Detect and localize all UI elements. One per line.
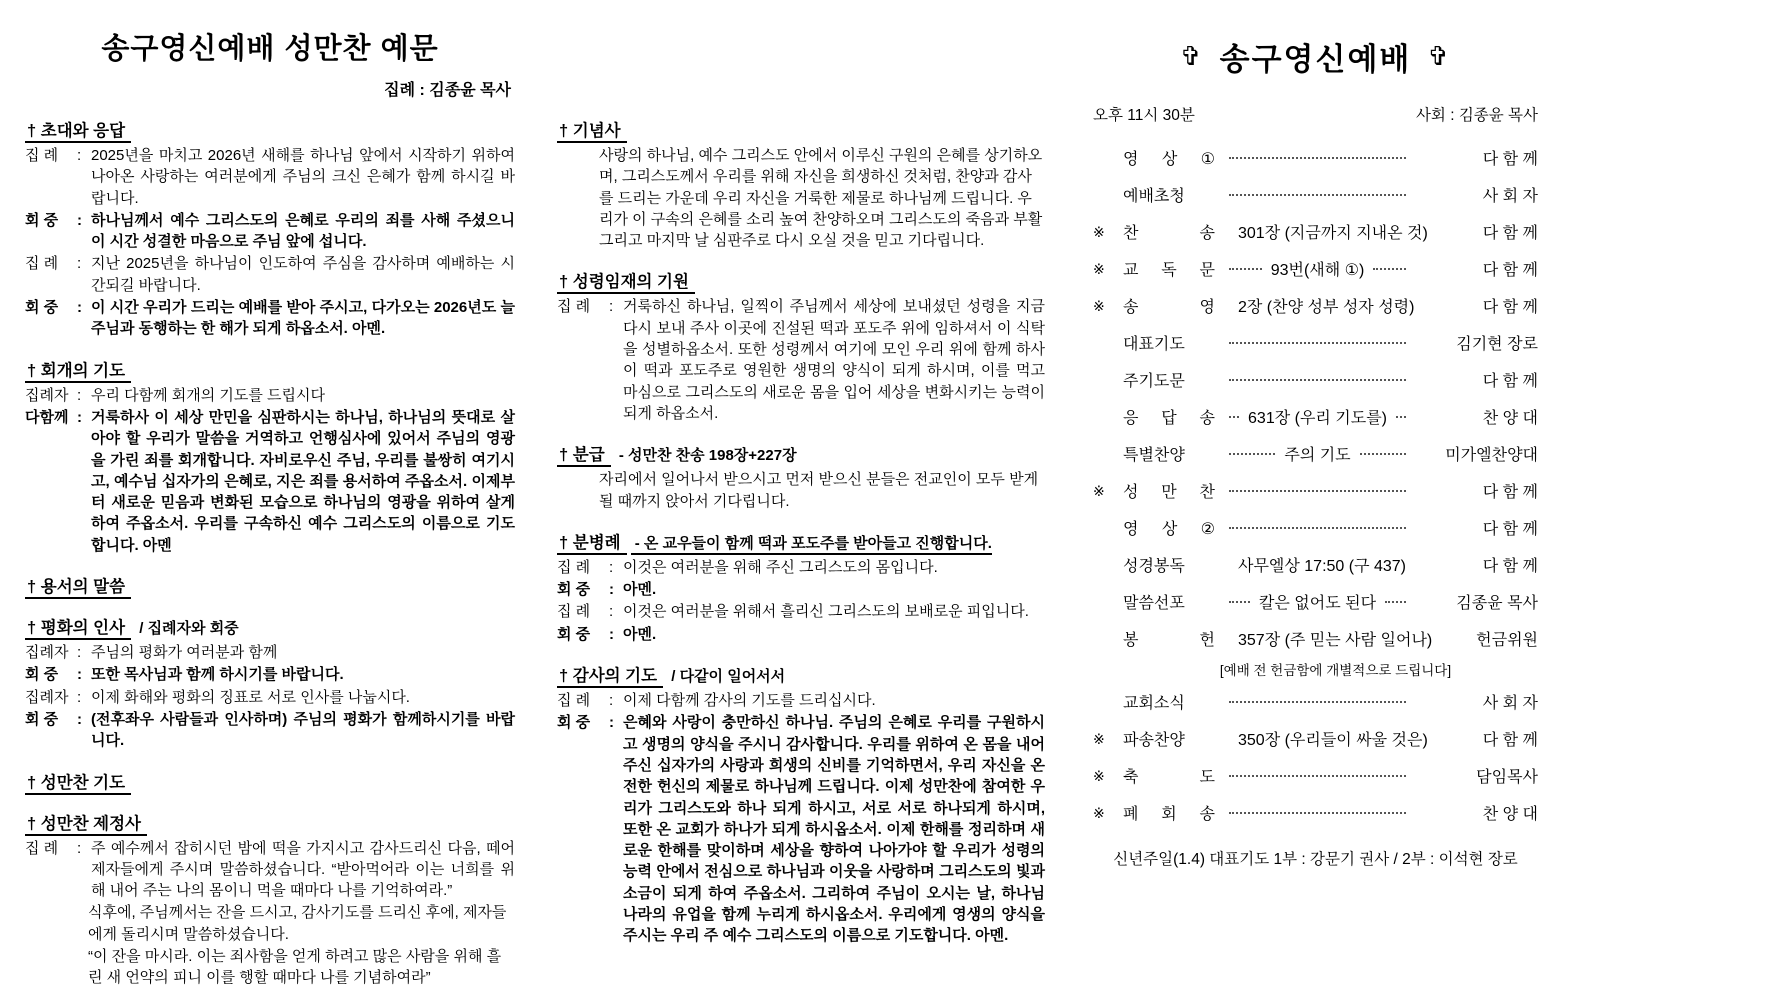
order-title: 송구영신예배 bbox=[1219, 42, 1412, 77]
order-item-detail: 301장 (지금까지 지내온 것) bbox=[1238, 225, 1428, 242]
dotted-leader bbox=[1229, 601, 1250, 603]
liturgy-line bbox=[25, 838, 515, 902]
dotted-leader bbox=[1229, 268, 1262, 270]
order-row bbox=[1093, 435, 1538, 472]
order-title-row bbox=[1093, 34, 1538, 79]
order-item-by: 다 함 께 bbox=[1482, 521, 1538, 538]
order-item-middle bbox=[1223, 294, 1415, 317]
section-heading bbox=[557, 662, 1045, 686]
liturgy-text: 은혜와 사랑이 충만하신 하나님. 주님의 은혜로 우리를 구원하시고 생명의 양식을 주시니 감사합니다. 우리를 위하여 온 몸을 내어주신 십자가의 사랑과 희생의 신비를 기억하면서, 우리 자신을 온전한 헌신의 제물로 하나님께 드립니다. 이제 성만찬에 참여한 우리가 그리스도와 하나 되게 하시고, 서로 서로 하나되게 하시며, 또한 온 교회가 하나가 되게 하시옵소서. 이제 한해를 정리하며 새로운 한해를 맞이하며 세상을 향하여 나아가야 할 우리가 성령의 능력 안에서 전심으로 하나님과 이웃을 사랑하며 그리스도의 빛과 소금이 되게 하여 주옵소서. 그리하여 주님이 오시는 날, 하나님 나라의 유업을 함께 누리게 하시옵소서. 우리에게 영생의 양식을 주시는 우리 주 예수 그리스도의 이름으로 기도합니다. 아멘. bbox=[623, 714, 1045, 945]
congregation-stand-mark bbox=[1093, 527, 1123, 529]
speaker-label: 집 례 bbox=[557, 558, 591, 576]
liturgy-line bbox=[25, 253, 515, 296]
order-item-label: 영 상 ② bbox=[1123, 521, 1215, 538]
section-title: † 초대와 응답 bbox=[25, 122, 131, 143]
section-heading bbox=[25, 614, 515, 638]
section-title: † 감사의 기도 bbox=[557, 667, 663, 688]
liturgy-text: 또한 목사님과 함께 하시기를 바랍니다. bbox=[91, 666, 344, 684]
section-heading bbox=[25, 769, 515, 793]
order-item-middle bbox=[1223, 220, 1428, 243]
speaker-label: 회 중 bbox=[557, 714, 591, 732]
speaker-colon: : bbox=[77, 255, 82, 273]
order-item-middle bbox=[1223, 379, 1412, 381]
liturgy-text: 사랑의 하나님, 예수 그리스도 안에서 이루신 구원의 은혜를 상기하오며, 그리스도께서 우리를 위해 자신을 희생하신 것처럼, 찬양과 감사를 드리는 가운데 우리 자신을 거룩한 제물로 하나님께 드립니다. 우리가 이 구속의 은혜를 소리 높여 찬양하오며 그리스도의 죽음과 부활 그리고 마지막 날 심판주로 다시 오실 것을 믿고 기다립니다. bbox=[599, 147, 1043, 250]
order-item-middle bbox=[1223, 442, 1412, 465]
liturgy-line bbox=[25, 687, 515, 708]
speaker-label: 집 례 bbox=[25, 839, 59, 857]
section-title: † 기념사 bbox=[557, 122, 627, 143]
section-heading bbox=[25, 573, 515, 597]
liturgy-text: 이제 화해와 평화의 징표로 서로 인사를 나눕시다. bbox=[91, 688, 410, 706]
order-item-label: 말씀선포 bbox=[1123, 595, 1185, 612]
order-of-worship-list bbox=[1093, 139, 1538, 831]
order-item-detail: 93번(새해 ①) bbox=[1270, 262, 1365, 279]
order-item-detail: 사무엘상 17:50 (구 437) bbox=[1238, 558, 1407, 575]
order-item-middle bbox=[1223, 490, 1412, 492]
section-title: † 평화의 인사 bbox=[25, 619, 131, 640]
speaker-label: 회 중 bbox=[25, 666, 59, 684]
congregation-stand-mark bbox=[1093, 638, 1123, 640]
speaker-colon: : bbox=[77, 386, 82, 404]
order-row bbox=[1093, 683, 1538, 720]
liturgy-text: 주님의 평화가 여러분과 함께 bbox=[91, 644, 278, 662]
order-item-by: 찬 양 대 bbox=[1482, 806, 1538, 823]
order-row bbox=[1093, 472, 1538, 509]
cross-icon: † bbox=[27, 578, 37, 597]
worship-order-page bbox=[1093, 0, 1538, 1002]
order-item-detail: 631장 (우리 기도를) bbox=[1248, 410, 1387, 427]
liturgy-section bbox=[25, 810, 515, 989]
section-title: † 성만찬 기도 bbox=[25, 774, 131, 795]
congregation-stand-mark bbox=[1093, 342, 1123, 344]
liturgy-sections-right bbox=[557, 117, 1045, 947]
communion-liturgy-page-right bbox=[557, 0, 1045, 1002]
communion-liturgy-page-left bbox=[0, 0, 515, 1002]
congregation-stand-mark: ※ bbox=[1093, 768, 1105, 784]
speaker-label: 회 중 bbox=[25, 710, 59, 728]
speaker-colon: : bbox=[609, 298, 614, 316]
liturgy-line bbox=[88, 946, 515, 989]
liturgy-line bbox=[557, 690, 1045, 711]
speaker-colon: : bbox=[77, 839, 82, 857]
liturgy-text: 아멘. bbox=[623, 581, 657, 599]
order-footer: 신년주일(1.4) 대표기도 1부 : 강문기 권사 / 2부 : 이석현 장로 bbox=[1113, 851, 1518, 868]
section-title: † 성령임재의 기원 bbox=[557, 273, 695, 294]
congregation-stand-mark bbox=[1093, 601, 1123, 603]
liturgy-section bbox=[25, 769, 515, 793]
cross-icon: † bbox=[27, 619, 37, 638]
liturgy-section bbox=[25, 117, 515, 340]
cross-icon: † bbox=[559, 273, 569, 292]
speaker-label: 집 례 bbox=[557, 603, 591, 621]
dotted-leader bbox=[1385, 601, 1406, 603]
liturgy-sections-left bbox=[25, 117, 515, 989]
section-subtitle: / 집례자와 회중 bbox=[135, 620, 239, 638]
dotted-leader bbox=[1229, 701, 1406, 703]
order-row bbox=[1093, 794, 1538, 831]
speaker-label: 집 례 bbox=[25, 255, 59, 273]
speaker-colon: : bbox=[609, 625, 614, 643]
order-item-middle bbox=[1223, 553, 1412, 576]
section-subtitle: - 온 교우들이 함께 떡과 포도주를 받아들고 진행합니다. bbox=[631, 535, 992, 555]
order-item-detail: 350장 (우리들이 싸울 것은) bbox=[1238, 732, 1428, 749]
section-heading bbox=[557, 268, 1045, 292]
order-item-middle bbox=[1223, 627, 1433, 650]
liturgy-section bbox=[557, 117, 1045, 251]
liturgy-text: 이것은 여러분을 위해서 흘리신 그리스도의 보배로운 피입니다. bbox=[623, 603, 1029, 621]
liturgy-line bbox=[557, 712, 1045, 946]
congregation-stand-mark bbox=[1093, 416, 1123, 418]
liturgy-line bbox=[25, 709, 515, 752]
order-item-by: 사 회 자 bbox=[1482, 188, 1538, 205]
liturgy-text: 거룩하사 이 세상 만민을 심판하시는 하나님, 하나님의 뜻대로 살아야 할 우리가 말씀을 거역하고 언행심사에 있어서 주님의 영광을 가린 죄를 회개합니다. 자비로우신 주님, 우리를 불쌍히 여기시고, 예수님 십자가의 은혜로, 지은 죄를 용서하여 주옵소서. 이제부터 새로운 믿음과 변화된 모습으로 하나님의 영광을 위하여 살게 하여 주옵소서. 우리를 구속하신 예수 그리스도의 이름으로 기도합니다. 아멘 bbox=[91, 408, 515, 554]
order-item-detail: 357장 (주 믿는 사람 일어나) bbox=[1238, 632, 1433, 649]
dotted-leader bbox=[1229, 342, 1406, 344]
liturgy-line bbox=[557, 296, 1045, 424]
order-item-label: 성 만 찬 bbox=[1123, 484, 1215, 501]
cross-icon: † bbox=[559, 446, 569, 465]
order-item-detail: 주의 기도 bbox=[1284, 447, 1351, 464]
congregation-stand-mark bbox=[1093, 701, 1123, 703]
liturgy-section bbox=[25, 573, 515, 597]
dotted-leader bbox=[1229, 527, 1406, 529]
order-item-by: 다 함 께 bbox=[1482, 558, 1538, 575]
speaker-colon: : bbox=[77, 408, 82, 426]
congregation-stand-mark: ※ bbox=[1093, 298, 1105, 314]
section-heading bbox=[557, 117, 1045, 141]
liturgy-section bbox=[25, 614, 515, 751]
liturgy-text: 아멘. bbox=[623, 625, 657, 643]
liturgy-line bbox=[599, 469, 1045, 512]
liturgy-line bbox=[557, 557, 1045, 578]
offering-note: [예배 전 헌금함에 개별적으로 드립니다] bbox=[1219, 663, 1452, 678]
order-item-middle bbox=[1223, 257, 1412, 280]
order-item-label: 대표기도 bbox=[1123, 336, 1185, 353]
cross-icon: † bbox=[559, 122, 569, 140]
cross-icon: † bbox=[27, 814, 37, 833]
order-item-middle bbox=[1223, 342, 1412, 344]
cross-icon: † bbox=[559, 667, 569, 686]
order-item-detail: 칼은 없어도 된다 bbox=[1258, 595, 1377, 612]
speaker-colon: : bbox=[609, 558, 614, 576]
section-heading bbox=[25, 117, 515, 141]
section-subtitle: / 다같이 일어서서 bbox=[667, 668, 786, 686]
congregation-stand-mark: ※ bbox=[1093, 483, 1105, 499]
section-heading bbox=[25, 810, 515, 834]
order-row bbox=[1093, 583, 1538, 620]
order-item-label: 송 영 bbox=[1123, 299, 1215, 316]
speaker-colon: : bbox=[609, 581, 614, 599]
section-subtitle: - 성만찬 찬송 198장+227장 bbox=[614, 447, 797, 465]
order-item-label: 특별찬양 bbox=[1123, 447, 1185, 464]
liturgy-text: 식후에, 주님께서는 잔을 드시고, 감사기도를 드리신 후에, 제자들에게 돌리시며 말씀하셨습니다. bbox=[88, 904, 507, 943]
order-meta-row bbox=[1093, 103, 1538, 125]
liturgy-line bbox=[25, 297, 515, 340]
order-item-label: 봉 헌 bbox=[1123, 632, 1215, 649]
section-title: † 용서의 말씀 bbox=[25, 578, 131, 599]
order-row bbox=[1093, 546, 1538, 583]
order-item-by: 다 함 께 bbox=[1482, 262, 1538, 279]
order-item-label: 영 상 ① bbox=[1123, 151, 1215, 168]
speaker-colon: : bbox=[77, 688, 82, 706]
cross-icon: † bbox=[27, 122, 37, 140]
order-item-label: 예배초청 bbox=[1123, 188, 1185, 205]
liturgy-text: 하나님께서 예수 그리스도의 은혜로 우리의 죄를 사해 주셨으니 이 시간 성결한 마음으로 주님 앞에 섭니다. bbox=[91, 211, 515, 251]
congregation-stand-mark bbox=[1093, 194, 1123, 196]
order-row bbox=[1093, 620, 1538, 657]
order-item-label: 교 독 문 bbox=[1123, 262, 1215, 279]
order-row bbox=[1093, 398, 1538, 435]
speaker-colon: : bbox=[609, 692, 614, 710]
congregation-stand-mark bbox=[1093, 564, 1123, 566]
speaker-label: 집례자 bbox=[25, 386, 69, 404]
order-row bbox=[1093, 176, 1538, 213]
order-item-by: 사 회 자 bbox=[1482, 695, 1538, 712]
speaker-colon: : bbox=[77, 147, 82, 164]
section-heading bbox=[25, 357, 515, 381]
dotted-leader bbox=[1229, 812, 1406, 814]
liturgy-line bbox=[25, 664, 515, 685]
liturgy-text: 이 시간 우리가 드리는 예배를 받아 주시고, 다가오는 2026년도 늘 주님과 동행하는 한 해가 되게 하옵소서. 아멘. bbox=[91, 299, 515, 338]
speaker-colon: : bbox=[77, 211, 82, 229]
order-row bbox=[1093, 213, 1538, 250]
speaker-label: 집 례 bbox=[25, 147, 59, 164]
liturgy-section bbox=[557, 268, 1045, 424]
dotted-leader bbox=[1229, 775, 1406, 777]
order-item-label: 축 도 bbox=[1123, 769, 1215, 786]
order-item-by: 다 함 께 bbox=[1482, 373, 1538, 390]
order-item-by: 다 함 께 bbox=[1482, 151, 1538, 168]
service-time: 오후 11시 30분 bbox=[1093, 107, 1195, 124]
cross-icon: † bbox=[27, 361, 37, 380]
dotted-leader bbox=[1229, 453, 1275, 455]
order-item-label: 폐 회 송 bbox=[1123, 806, 1215, 823]
dotted-leader bbox=[1396, 416, 1406, 418]
officiant-line: 집례 : 김종윤 목사 bbox=[384, 82, 511, 99]
dotted-leader bbox=[1373, 268, 1406, 270]
cross-icon: ✞ bbox=[1427, 41, 1452, 71]
page-title: 송구영신예배 성만찬 예문 bbox=[101, 33, 439, 65]
speaker-label: 집례자 bbox=[25, 688, 69, 706]
order-row bbox=[1093, 757, 1538, 794]
speaker-label: 집 례 bbox=[557, 692, 591, 710]
congregation-stand-mark: ※ bbox=[1093, 224, 1105, 240]
liturgy-text: 이것은 여러분을 위해 주신 그리스도의 몸입니다. bbox=[623, 558, 938, 576]
liturgy-text: 주 예수께서 잡히시던 밤에 떡을 가지시고 감사드리신 다음, 떼어 제자들에게 주시며 말씀하셨습니다. “받아먹어라 이는 너희를 위해 내어 주는 나의 몸이니 먹을 때마다 나를 기억하여라.” bbox=[91, 839, 515, 900]
speaker-colon: : bbox=[609, 714, 614, 732]
dotted-leader bbox=[1229, 416, 1239, 418]
order-row bbox=[1093, 509, 1538, 546]
order-row bbox=[1093, 361, 1538, 398]
liturgy-line bbox=[25, 145, 515, 209]
section-heading bbox=[557, 441, 1045, 465]
speaker-label: 회 중 bbox=[25, 299, 59, 317]
section-title: † 회개의 기도 bbox=[25, 362, 131, 383]
cross-icon: † bbox=[559, 533, 569, 552]
liturgy-text: (전후좌우 사람들과 인사하며) 주님의 평화가 함께하시기를 바랍니다. bbox=[91, 710, 515, 750]
speaker-label: 회 중 bbox=[557, 581, 591, 599]
order-item-middle bbox=[1223, 527, 1412, 529]
cross-icon: ✞ bbox=[1179, 41, 1204, 71]
dotted-leader bbox=[1229, 490, 1406, 492]
liturgy-section bbox=[557, 529, 1045, 645]
liturgy-text: 이제 다함께 감사의 기도를 드리십시다. bbox=[623, 692, 876, 710]
order-item-middle bbox=[1223, 590, 1412, 613]
order-item-by: 헌금위원 bbox=[1476, 632, 1538, 649]
congregation-stand-mark: ※ bbox=[1093, 261, 1105, 277]
liturgy-line bbox=[25, 210, 515, 253]
congregation-stand-mark: ※ bbox=[1093, 731, 1105, 747]
order-item-by: 찬 양 대 bbox=[1482, 410, 1538, 427]
liturgy-section bbox=[557, 662, 1045, 947]
order-row bbox=[1093, 250, 1538, 287]
liturgy-line bbox=[557, 579, 1045, 600]
dotted-leader bbox=[1229, 379, 1406, 381]
liturgy-line bbox=[25, 385, 515, 406]
liturgy-line bbox=[557, 624, 1045, 645]
speaker-label: 회 중 bbox=[557, 625, 591, 643]
order-item-by: 김종윤 목사 bbox=[1456, 595, 1538, 612]
congregation-stand-mark: ※ bbox=[1093, 805, 1105, 821]
liturgy-section bbox=[25, 357, 515, 556]
order-item-by: 다 함 께 bbox=[1482, 225, 1538, 242]
order-item-middle bbox=[1223, 775, 1412, 777]
speaker-label: 집례자 bbox=[25, 644, 69, 662]
liturgy-text: 자리에서 일어나서 받으시고 먼저 받으신 분들은 전교인이 모두 받게 될 때까지 앉아서 기다립니다. bbox=[599, 471, 1039, 510]
order-item-middle bbox=[1223, 405, 1412, 428]
order-item-label: 파송찬양 bbox=[1123, 732, 1185, 749]
section-heading bbox=[557, 529, 1045, 553]
liturgy-line bbox=[25, 407, 515, 556]
order-item-label: 응 답 송 bbox=[1123, 410, 1215, 427]
order-item-middle bbox=[1223, 194, 1412, 196]
liturgy-line bbox=[599, 145, 1045, 251]
presider-line: 사회 : 김종윤 목사 bbox=[1415, 107, 1538, 124]
order-item-middle bbox=[1223, 727, 1428, 750]
speaker-colon: : bbox=[77, 299, 82, 317]
liturgy-text: 거룩하신 하나님, 일찍이 주님께서 세상에 보내셨던 성령을 지금 다시 보내 주사 이곳에 진설된 떡과 포도주 위에 임하셔서 이 식탁을 성별하옵소서. 또한 성령께서 여기에 모인 우리 위에 함께 하사 이 떡과 포도주로 영원한 생명의 양식이 되게 하시며, 이를 먹고 마심으로 그리스도의 새로운 몸을 입어 세상을 변화시키는 능력이 되게 하옵소서. bbox=[623, 298, 1045, 422]
section-title: † 분병례 bbox=[557, 534, 627, 555]
congregation-stand-mark bbox=[1093, 379, 1123, 381]
section-title: † 성만찬 제정사 bbox=[25, 815, 147, 836]
cross-icon: † bbox=[27, 773, 37, 792]
order-row bbox=[1093, 287, 1538, 324]
order-item-label: 주기도문 bbox=[1123, 373, 1185, 390]
order-item-label: 교회소식 bbox=[1123, 695, 1185, 712]
speaker-colon: : bbox=[77, 710, 82, 728]
dotted-leader bbox=[1229, 194, 1406, 196]
order-item-middle bbox=[1223, 701, 1412, 703]
order-item-by: 김기현 장로 bbox=[1456, 336, 1538, 353]
order-item-detail: 2장 (찬양 성부 성자 성령) bbox=[1238, 299, 1415, 316]
dotted-leader bbox=[1360, 453, 1406, 455]
order-item-label: 성경봉독 bbox=[1123, 558, 1185, 575]
order-item-middle bbox=[1223, 812, 1412, 814]
dotted-leader bbox=[1229, 157, 1406, 159]
liturgy-text: “이 잔을 마시라. 이는 죄사함을 얻게 하려고 많은 사람을 위해 흘린 새 언약의 피니 이를 행할 때마다 나를 기념하여라” bbox=[88, 948, 502, 987]
section-title: † 분급 bbox=[557, 446, 611, 467]
liturgy-text: 2025년을 마치고 2026년 새해를 하나님 앞에서 시작하기 위하여 나아온 사랑하는 여러분에게 주님의 크신 은혜가 함께 하시길 바랍니다. bbox=[91, 147, 515, 207]
liturgy-text: 지난 2025년을 하나님이 인도하여 주심을 감사하며 예배하는 시간되길 바랍니다. bbox=[91, 255, 515, 294]
congregation-stand-mark bbox=[1093, 453, 1123, 455]
order-item-label: 찬 송 bbox=[1123, 225, 1215, 242]
congregation-stand-mark bbox=[1093, 157, 1123, 159]
speaker-label: 다함께 bbox=[25, 408, 69, 426]
speaker-colon: : bbox=[77, 666, 82, 684]
liturgy-text: 우리 다함께 회개의 기도를 드립시다 bbox=[91, 386, 326, 404]
speaker-colon: : bbox=[609, 603, 614, 621]
order-item-by: 다 함 께 bbox=[1482, 484, 1538, 501]
liturgy-line bbox=[25, 642, 515, 663]
order-row bbox=[1093, 324, 1538, 361]
order-item-by: 다 함 께 bbox=[1482, 299, 1538, 316]
order-item-by: 미가엘찬양대 bbox=[1445, 447, 1538, 464]
liturgy-section bbox=[557, 441, 1045, 512]
order-row bbox=[1093, 720, 1538, 757]
speaker-colon: : bbox=[77, 644, 82, 662]
order-item-middle bbox=[1223, 157, 1412, 159]
speaker-label: 집 례 bbox=[557, 298, 591, 316]
liturgy-line bbox=[88, 902, 515, 945]
liturgy-line bbox=[557, 601, 1045, 622]
order-row bbox=[1093, 139, 1538, 176]
order-item-by: 담임목사 bbox=[1476, 769, 1538, 786]
order-item-by: 다 함 께 bbox=[1482, 732, 1538, 749]
speaker-label: 회 중 bbox=[25, 211, 59, 229]
